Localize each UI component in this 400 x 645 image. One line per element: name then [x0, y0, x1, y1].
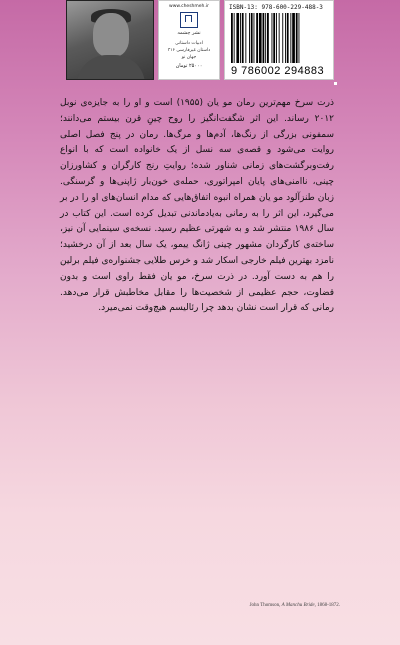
category-label: ادبیات داستانی: [175, 41, 203, 46]
author-photo-shirt: [77, 55, 145, 80]
back-cover-blurb: [60, 96, 334, 317]
subseries-label: جهان نو: [181, 55, 197, 60]
credit-years: 1868-1872.: [317, 603, 340, 608]
publisher-box: [158, 0, 220, 80]
crop-mark: [334, 82, 337, 85]
barcode-bar: [256, 13, 258, 63]
barcode-bar: [249, 13, 250, 63]
barcode-bar: [242, 13, 244, 63]
publisher-logo-icon: [180, 12, 198, 28]
barcode-bar: [282, 13, 283, 63]
barcode-bar: [259, 13, 262, 63]
barcode-bar: [231, 13, 233, 63]
publisher-meta: [159, 40, 219, 61]
barcode-bar: [290, 13, 291, 63]
author-photo: [66, 0, 154, 80]
barcode-bar: [273, 13, 275, 63]
barcode-bar: [240, 13, 241, 63]
barcode-bar: [236, 13, 239, 63]
barcode-bar: [279, 13, 280, 63]
barcode-digits: 9 786002 294883: [231, 65, 325, 77]
cover-image-credit: [60, 603, 340, 608]
credit-author: John Thomson,: [249, 603, 281, 608]
barcode-bar: [267, 13, 269, 63]
series-label: داستان غیرفارسی ۳۱۶: [167, 48, 211, 53]
isbn-text: ISBN-13: 978-600-229-488-3: [229, 4, 323, 11]
barcode-bar: [234, 13, 235, 63]
credit-title: A Manchu Bride,: [281, 603, 316, 608]
barcode-bar: [245, 13, 246, 63]
barcode-bar: [287, 13, 289, 63]
blurb-text: ذرت سرخ مهم‌ترین رمان مو یان (۱۹۵۵) است و او را به جایزه‌ی نوبل ۲۰۱۲ رساند. این اثر شگفت‌انگیز را روح چینِ قرن بیستم می‌دانند؛ سمفونی بزرگی از رنگ‌ها، آدم‌ها و مرگ‌ها. رمان در پنج فصل اصلی روایت می‌شود و قصه‌ی سه نسل از یک خانواده است که با انواع رفت‌وبرگشت‌های زمانی شناور شده؛ روایتِ رنج کارگران و کشاورزان چینی، ناامنی‌های پایان امپراتوری، حمله‌ی خون‌بار ژاپنی‌ها و گرسنگی. زبان طنزآلود مو یان همراه انبوه اتفاق‌هایی که مدام انسان‌های او را در بر می‌گیرد، این اثر را به رمانی به‌یادماندنی تبدیل کرده است. این کتاب در سال ۱۹۸۶ منتشر شد و به شهرتی عظیم رسید. نسخه‌ی سینمایی آن نیز، ساخته‌ی کارگردان مشهور چینی ژانگ ییمو، یک سال بعد از آن درخشید؛ نامزد بهترین فیلم خارجی اسکار شد و خرس طلایی جشنواره‌ی فیلم برلین را هم به دست آورد. در ذرت سرخ، مو یان فقط راوی است و بدون قضاوت، حجم عظیمی از شخصیت‌ها را مقابل مخاطبش قرار می‌دهد. رمانی که قرار است نشان بدهد چرا رئالیسم هیچ‌وقت نمی‌میرد.: [59, 98, 334, 314]
barcode-box: [224, 0, 334, 80]
price-label: ۲۵۰۰۰ تومان: [175, 63, 203, 69]
author-photo-face: [93, 13, 129, 57]
barcode-bar: [285, 13, 286, 63]
publisher-url: www.cheshmeh.ir: [169, 4, 209, 9]
barcode-bar: [292, 13, 295, 63]
barcode-image: [229, 13, 329, 65]
barcode-bar: [254, 13, 255, 63]
barcode-bar: [265, 13, 266, 63]
barcode-bar: [272, 13, 273, 63]
barcode-bar: [296, 13, 298, 63]
publisher-name: نشر چشمه: [177, 30, 201, 36]
barcode-bar: [276, 13, 277, 63]
barcode-bar: [251, 13, 253, 63]
barcode-bar: [263, 13, 265, 63]
barcode-bar: [299, 13, 300, 63]
